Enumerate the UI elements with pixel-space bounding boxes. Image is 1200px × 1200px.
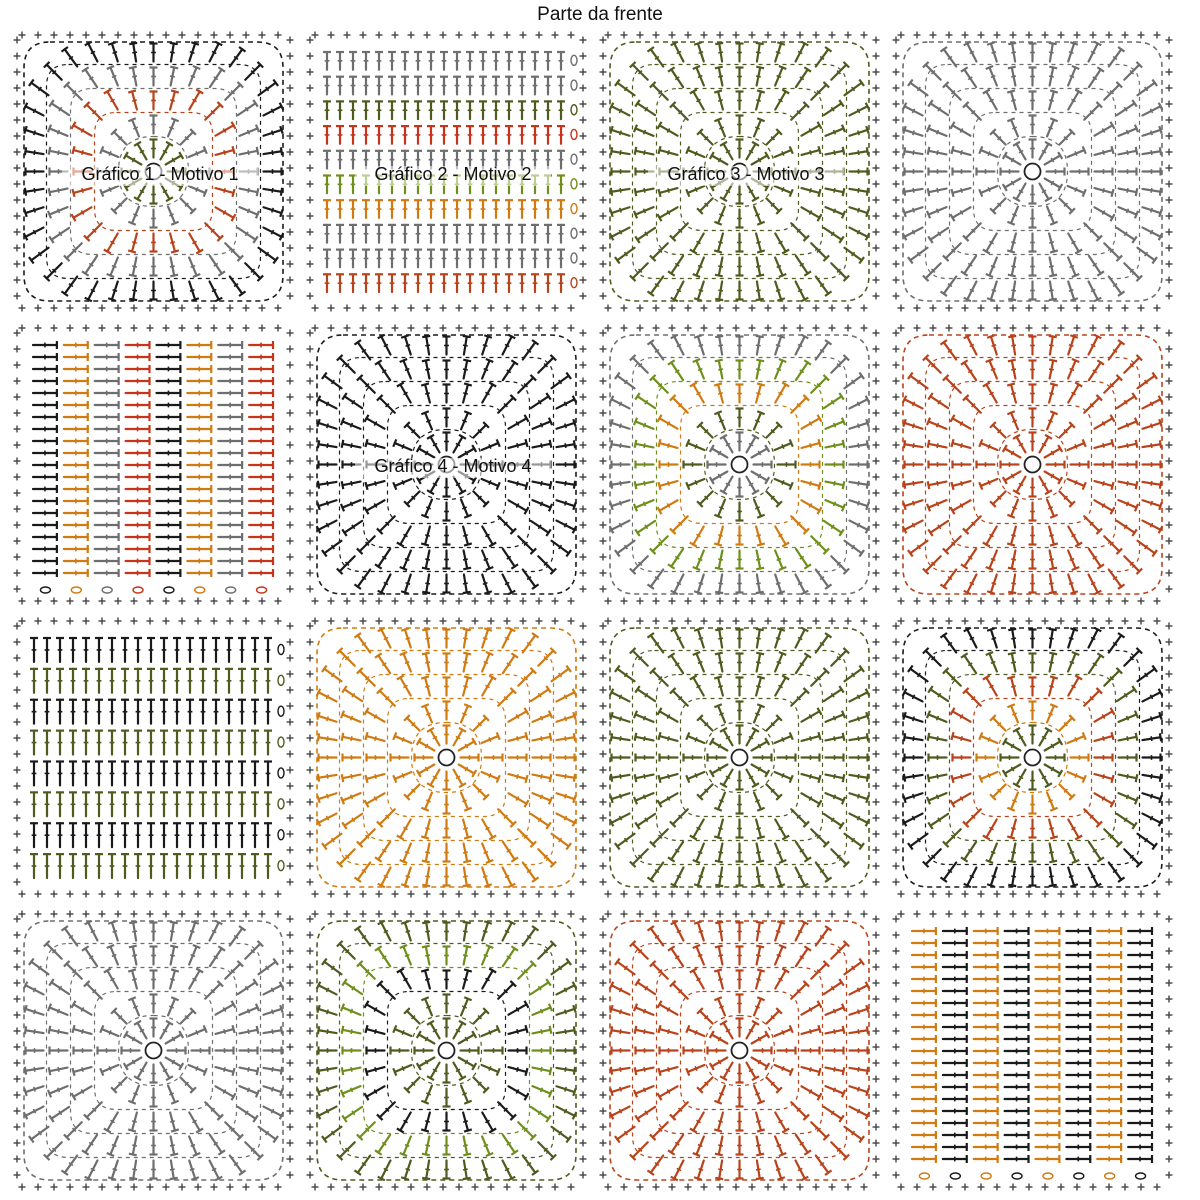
motif-block-4 [893, 32, 1173, 312]
motif-block-11 [600, 618, 880, 898]
motif-block-7 [600, 325, 880, 605]
motif-block-5 [14, 325, 294, 605]
diagram-title: Parte da frente [537, 4, 663, 25]
motif-block-8 [893, 325, 1173, 605]
chart-label-3: Gráfico 3 - Motivo 3 [667, 164, 825, 184]
motif-block-12 [893, 618, 1173, 898]
motif-block-16 [893, 911, 1173, 1191]
chart-label-1: Gráfico 1 - Motivo 1 [81, 164, 239, 184]
motif-block-14 [307, 911, 587, 1191]
motif-block-15 [600, 911, 880, 1191]
motif-block-13 [14, 911, 294, 1191]
chart-label-2: Gráfico 2 - Motivo 2 [374, 164, 532, 184]
motif-block-9 [14, 618, 294, 898]
motif-block-10 [307, 618, 587, 898]
chart-label-4: Gráfico 4 - Motivo 4 [374, 456, 532, 476]
